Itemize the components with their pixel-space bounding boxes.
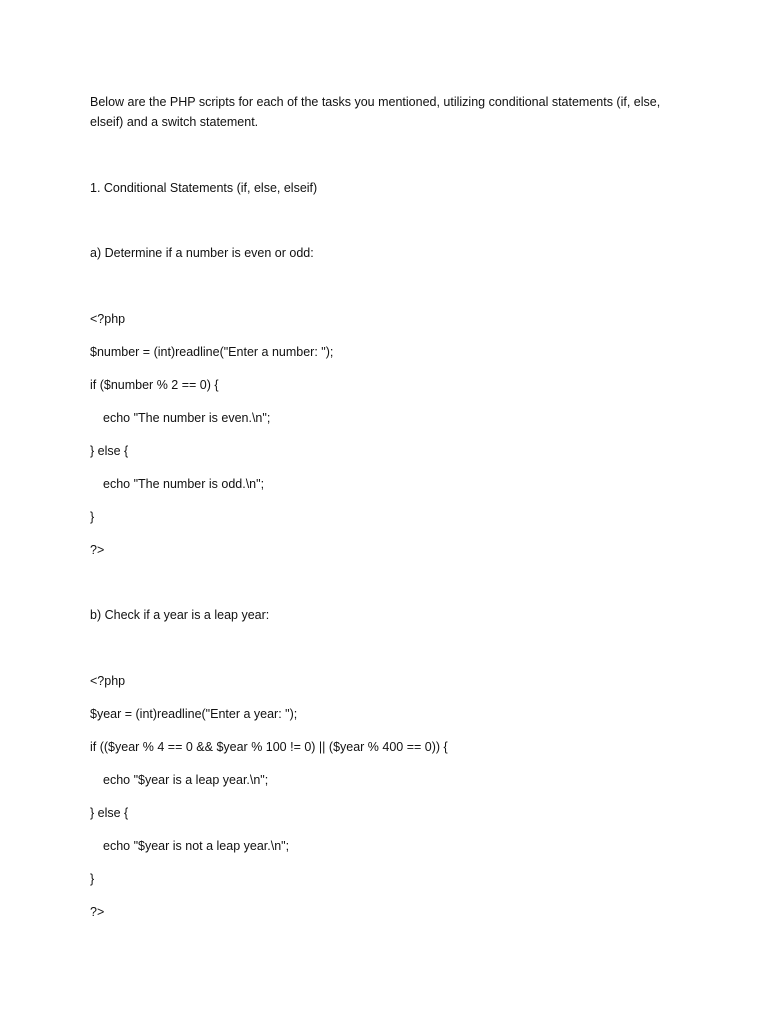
code-line: } else { bbox=[90, 444, 129, 458]
intro-line-2: elseif) and a switch statement. bbox=[90, 115, 259, 129]
code-line: echo "$year is a leap year.\n"; bbox=[103, 773, 269, 787]
code-line: echo "The number is odd.\n"; bbox=[103, 477, 265, 491]
code-line: ?> bbox=[90, 543, 105, 557]
code-line: $number = (int)readline("Enter a number: "); bbox=[90, 345, 334, 359]
code-line: ?> bbox=[90, 905, 105, 919]
code-line: if (($year % 4 == 0 && $year % 100 != 0) || ($year % 400 == 0)) { bbox=[90, 740, 448, 754]
part-a-heading: a) Determine if a number is even or odd: bbox=[90, 246, 314, 260]
code-line: if ($number % 2 == 0) { bbox=[90, 378, 219, 392]
code-line: } bbox=[90, 872, 95, 886]
code-line: } bbox=[90, 510, 95, 524]
section-heading: 1. Conditional Statements (if, else, elseif) bbox=[90, 181, 318, 195]
code-line: } else { bbox=[90, 806, 129, 820]
code-line: echo "The number is even.\n"; bbox=[103, 411, 271, 425]
code-line: echo "$year is not a leap year.\n"; bbox=[103, 839, 290, 853]
code-line: $year = (int)readline("Enter a year: "); bbox=[90, 707, 298, 721]
code-line: <?php bbox=[90, 674, 126, 688]
code-line: <?php bbox=[90, 312, 126, 326]
part-b-heading: b) Check if a year is a leap year: bbox=[90, 608, 270, 622]
intro-line-1: Below are the PHP scripts for each of the tasks you mentioned, utilizing conditional statements (if, else, bbox=[90, 95, 661, 109]
